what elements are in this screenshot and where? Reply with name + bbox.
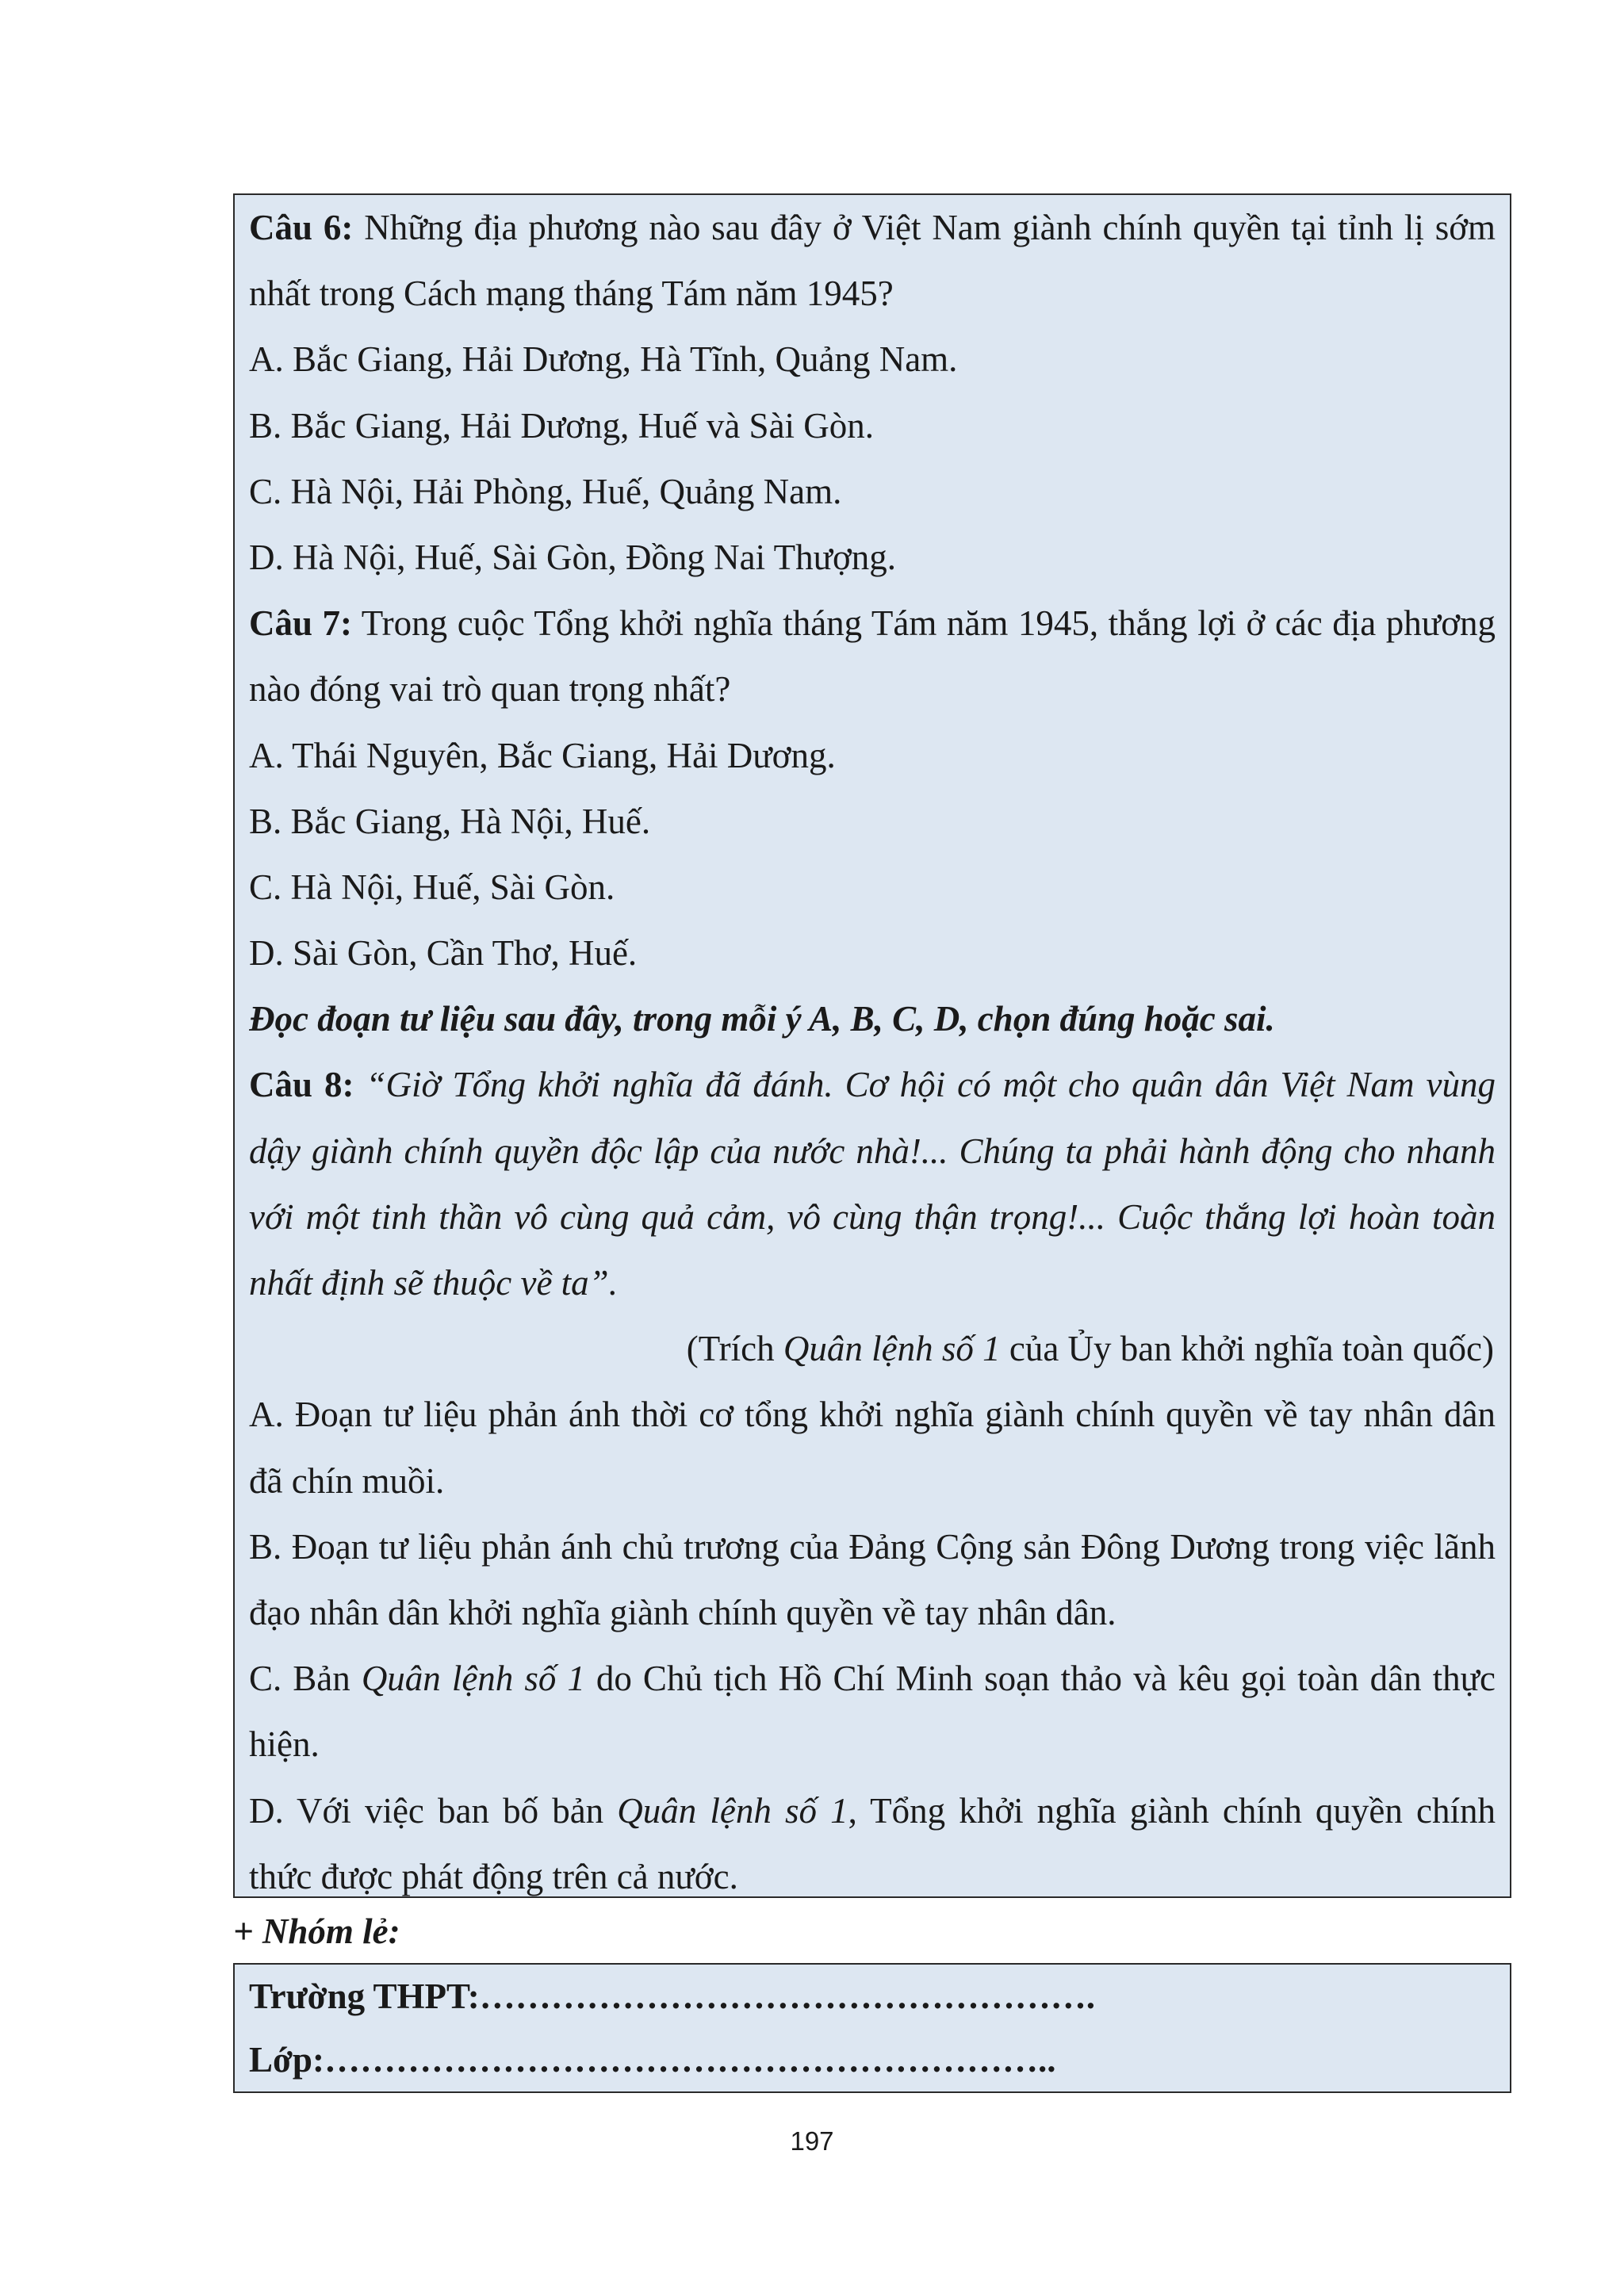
q7-option-b: B. Bắc Giang, Hà Nội, Huế. — [249, 801, 651, 841]
q8-option-a-2: đã chín muồi. — [249, 1460, 445, 1501]
q8-line-1 — [249, 1052, 1496, 1118]
page-number: 197 — [790, 2126, 834, 2156]
q6-option-a: A. Bắc Giang, Hải Dương, Hà Tĩnh, Quảng Nam. — [249, 339, 958, 380]
q8-option-a-1: A. Đoạn tư liệu phản ánh thời cơ tổng khởi nghĩa giành chính quyền về tay nhân dân — [249, 1395, 1496, 1435]
q8-quote-4: nhất định sẽ thuộc về ta”. — [249, 1263, 618, 1303]
q7-line-1 — [249, 591, 1496, 656]
q7-label: Câu 7: — [249, 603, 353, 644]
q8-option-c-pre: C. Bản — [249, 1659, 362, 1699]
q8-quote-3: với một tinh thần vô cùng quả cảm, vô cùng thận trọng!... Cuộc thắng lợi hoàn toàn — [249, 1196, 1496, 1237]
q8-source — [249, 1316, 1496, 1382]
q7-option-d: D. Sài Gòn, Cần Thơ, Huế. — [249, 933, 638, 974]
q8-option-d-title: Quân lệnh số 1 — [617, 1790, 848, 1831]
q6-option-b: B. Bắc Giang, Hải Dương, Huế và Sài Gòn. — [249, 405, 875, 446]
q8-option-d-2: thức được phát động trên cả nước. — [249, 1856, 738, 1896]
q8-option-c-2: hiện. — [249, 1724, 320, 1765]
instruction-text: Đọc đoạn tư liệu sau đây, trong mỗi ý A, B, C, D, chọn đúng hoặc sai. — [249, 999, 1275, 1039]
q7-line-2: nào đóng vai trò quan trọng nhất? — [249, 669, 731, 710]
school-info-box — [233, 1963, 1511, 2093]
school-field: Trường THPT:……………………………………………. — [249, 1976, 1095, 2016]
q8-quote-2: dậy giành chính quyền độc lập của nước nhà!... Chúng ta phải hành động cho nhanh — [249, 1131, 1496, 1171]
q8-option-b-1: B. Đoạn tư liệu phản ánh chủ trương của Đảng Cộng sản Đông Dương trong việc lãnh — [249, 1526, 1496, 1567]
question-box — [233, 193, 1511, 1898]
q8-option-d-1 — [249, 1778, 1496, 1844]
q7-option-a: A. Thái Nguyên, Bắc Giang, Hải Dương. — [249, 735, 836, 775]
q8-option-c-title: Quân lệnh số 1 — [361, 1659, 585, 1699]
q6-label: Câu 6: — [249, 208, 354, 247]
q6-line-2: nhất trong Cách mạng tháng Tám năm 1945? — [249, 274, 894, 314]
q8-source-post: của Ủy ban khởi nghĩa toàn quốc) — [1000, 1329, 1494, 1369]
q6-option-c: C. Hà Nội, Hải Phòng, Huế, Quảng Nam. — [249, 471, 842, 511]
q8-quote-1: “Giờ Tổng khởi nghĩa đã đánh. Cơ hội có một cho quân dân Việt Nam vùng — [354, 1065, 1496, 1105]
q8-option-d-post: , Tổng khởi nghĩa giành chính quyền chính — [848, 1790, 1496, 1831]
q8-option-d-pre: D. Với việc ban bố bản — [249, 1790, 618, 1831]
q8-source-pre: (Trích — [686, 1329, 783, 1369]
group-heading: + Nhóm lẻ: — [233, 1911, 400, 1951]
q6-line-1 — [249, 195, 1496, 261]
q8-source-title: Quân lệnh số 1 — [783, 1329, 1001, 1369]
q8-option-c-post: do Chủ tịch Hồ Chí Minh soạn thảo và kêu gọi toàn dân thực — [584, 1659, 1496, 1699]
q7-text-1: Trong cuộc Tổng khởi nghĩa tháng Tám năm 1945, thắng lợi ở các địa phương — [352, 603, 1496, 644]
q8-option-c-1 — [249, 1646, 1496, 1712]
q6-option-d: D. Hà Nội, Huế, Sài Gòn, Đồng Nai Thượng. — [249, 537, 897, 577]
q7-option-c: C. Hà Nội, Huế, Sài Gòn. — [249, 867, 615, 907]
q8-option-b-2: đạo nhân dân khởi nghĩa giành chính quyền về tay nhân dân. — [249, 1592, 1116, 1632]
class-field: Lớp:…………………………………………………….. — [249, 2040, 1056, 2080]
q6-text-1: Những địa phương nào sau đây ở Việt Nam giành chính quyền tại tỉnh lị sớm — [353, 208, 1496, 247]
q8-label: Câu 8: — [249, 1065, 354, 1105]
